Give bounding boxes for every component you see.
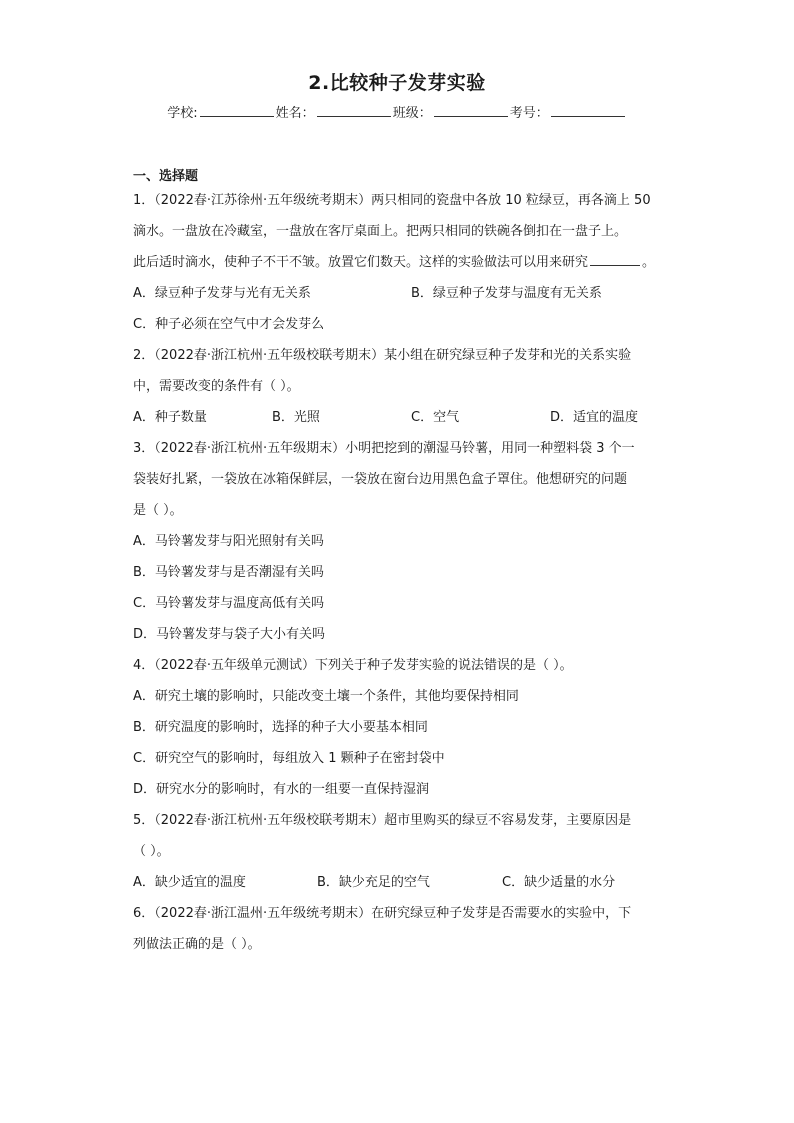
q2-option-c[interactable]: C．空气: [411, 410, 460, 425]
q3-line-2: 袋装好扎紧，一袋放在冰箱保鲜层，一袋放在窗台边用黑色盒子罩住。他想研究的问题: [133, 472, 628, 487]
q4-option-a[interactable]: A．研究土壤的影响时，只能改变土壤一个条件，其他均要保持相同: [133, 689, 519, 704]
q1-line-1: 1．（2022春·江苏徐州·五年级统考期末）两只相同的瓷盘中各放 10 粒绿豆，再各滴上 50: [133, 193, 651, 208]
q3-option-a[interactable]: A．马铃薯发芽与阳光照射有关吗: [133, 534, 324, 549]
section-heading: 一、选择题: [133, 169, 199, 184]
q2-option-b[interactable]: B．光照: [272, 410, 320, 425]
q6-line-1: 6．（2022春·浙江温州·五年级统考期末）在研究绿豆种子发芽是否需要水的实验中，下: [133, 906, 632, 921]
q1-option-c[interactable]: C．种子必须在空气中才会发芽么: [133, 317, 325, 332]
q2-line-1: 2．（2022春·浙江杭州·五年级校联考期末）某小组在研究绿豆种子发芽和光的关系实验: [133, 348, 632, 363]
q1-line-2: 滴水。一盘放在冷藏室，一盘放在客厅桌面上。把两只相同的铁碗各倒扣在一盘子上。: [133, 224, 628, 239]
q4-option-d[interactable]: D．研究水分的影响时，有水的一组要一直保持湿润: [133, 782, 430, 797]
q5-option-a[interactable]: A．缺少适宜的温度: [133, 875, 246, 890]
q1-options-row-1: [133, 283, 673, 314]
q6-line-2: 列做法正确的是（ ）。: [133, 937, 261, 952]
q3-option-d[interactable]: D．马铃薯发芽与袋子大小有关吗: [133, 627, 326, 642]
q1-option-a[interactable]: A．绿豆种子发芽与光有无关系: [133, 286, 311, 301]
number-label: 考号：: [509, 106, 549, 121]
q4-option-c[interactable]: C．研究空气的影响时，每组放入 1 颗种子在密封袋中: [133, 751, 445, 766]
q5-options-row: [133, 872, 673, 903]
q5-option-b[interactable]: B．缺少充足的空气: [317, 875, 430, 890]
class-blank[interactable]: [434, 104, 508, 117]
number-blank[interactable]: [551, 104, 625, 117]
q1-line-3-text: 此后适时滴水，使种子不干不皱。放置它们数天。这样的实验做法可以用来研究: [133, 255, 589, 270]
q2-options-row: [133, 407, 673, 438]
q4-option-b[interactable]: B．研究温度的影响时，选择的种子大小要基本相同: [133, 720, 428, 735]
school-label: 学校:: [167, 106, 198, 121]
q5-option-c[interactable]: C．缺少适量的水分: [502, 875, 616, 890]
q3-line-3: 是（ ）。: [133, 503, 183, 518]
q1-line-3: [133, 252, 673, 283]
q5-line-2: （ ）。: [133, 844, 170, 859]
school-blank[interactable]: [200, 104, 274, 117]
q3-option-b[interactable]: B．马铃薯发芽与是否潮湿有关吗: [133, 565, 324, 580]
name-label: 姓名：: [275, 106, 315, 121]
q1-option-b[interactable]: B．绿豆种子发芽与温度有无关系: [411, 286, 602, 301]
q1-answer-blank[interactable]: [590, 253, 640, 266]
q3-line-1: 3．（2022春·浙江杭州·五年级期末）小明把挖到的潮湿马铃薯，用同一种塑料袋 3 个一: [133, 441, 635, 456]
student-info-line: [0, 102, 794, 121]
q4-line-1: 4．（2022春·五年级单元测试）下列关于种子发芽实验的说法错误的是（ ）。: [133, 658, 573, 673]
page-title: 2.比较种子发芽实验: [308, 72, 486, 94]
q2-line-2: 中，需要改变的条件有（ ）。: [133, 379, 300, 394]
q5-line-1: 5．（2022春·浙江杭州·五年级校联考期末）超市里购买的绿豆不容易发芽，主要原因是: [133, 813, 632, 828]
name-blank[interactable]: [317, 104, 391, 117]
q1-line-3-end: 。: [642, 255, 656, 270]
question-list: [133, 190, 673, 965]
q3-option-c[interactable]: C．马铃薯发芽与温度高低有关吗: [133, 596, 325, 611]
class-label: 班级：: [392, 106, 432, 121]
q2-option-d[interactable]: D．适宜的温度: [550, 410, 639, 425]
q2-option-a[interactable]: A．种子数量: [133, 410, 207, 425]
